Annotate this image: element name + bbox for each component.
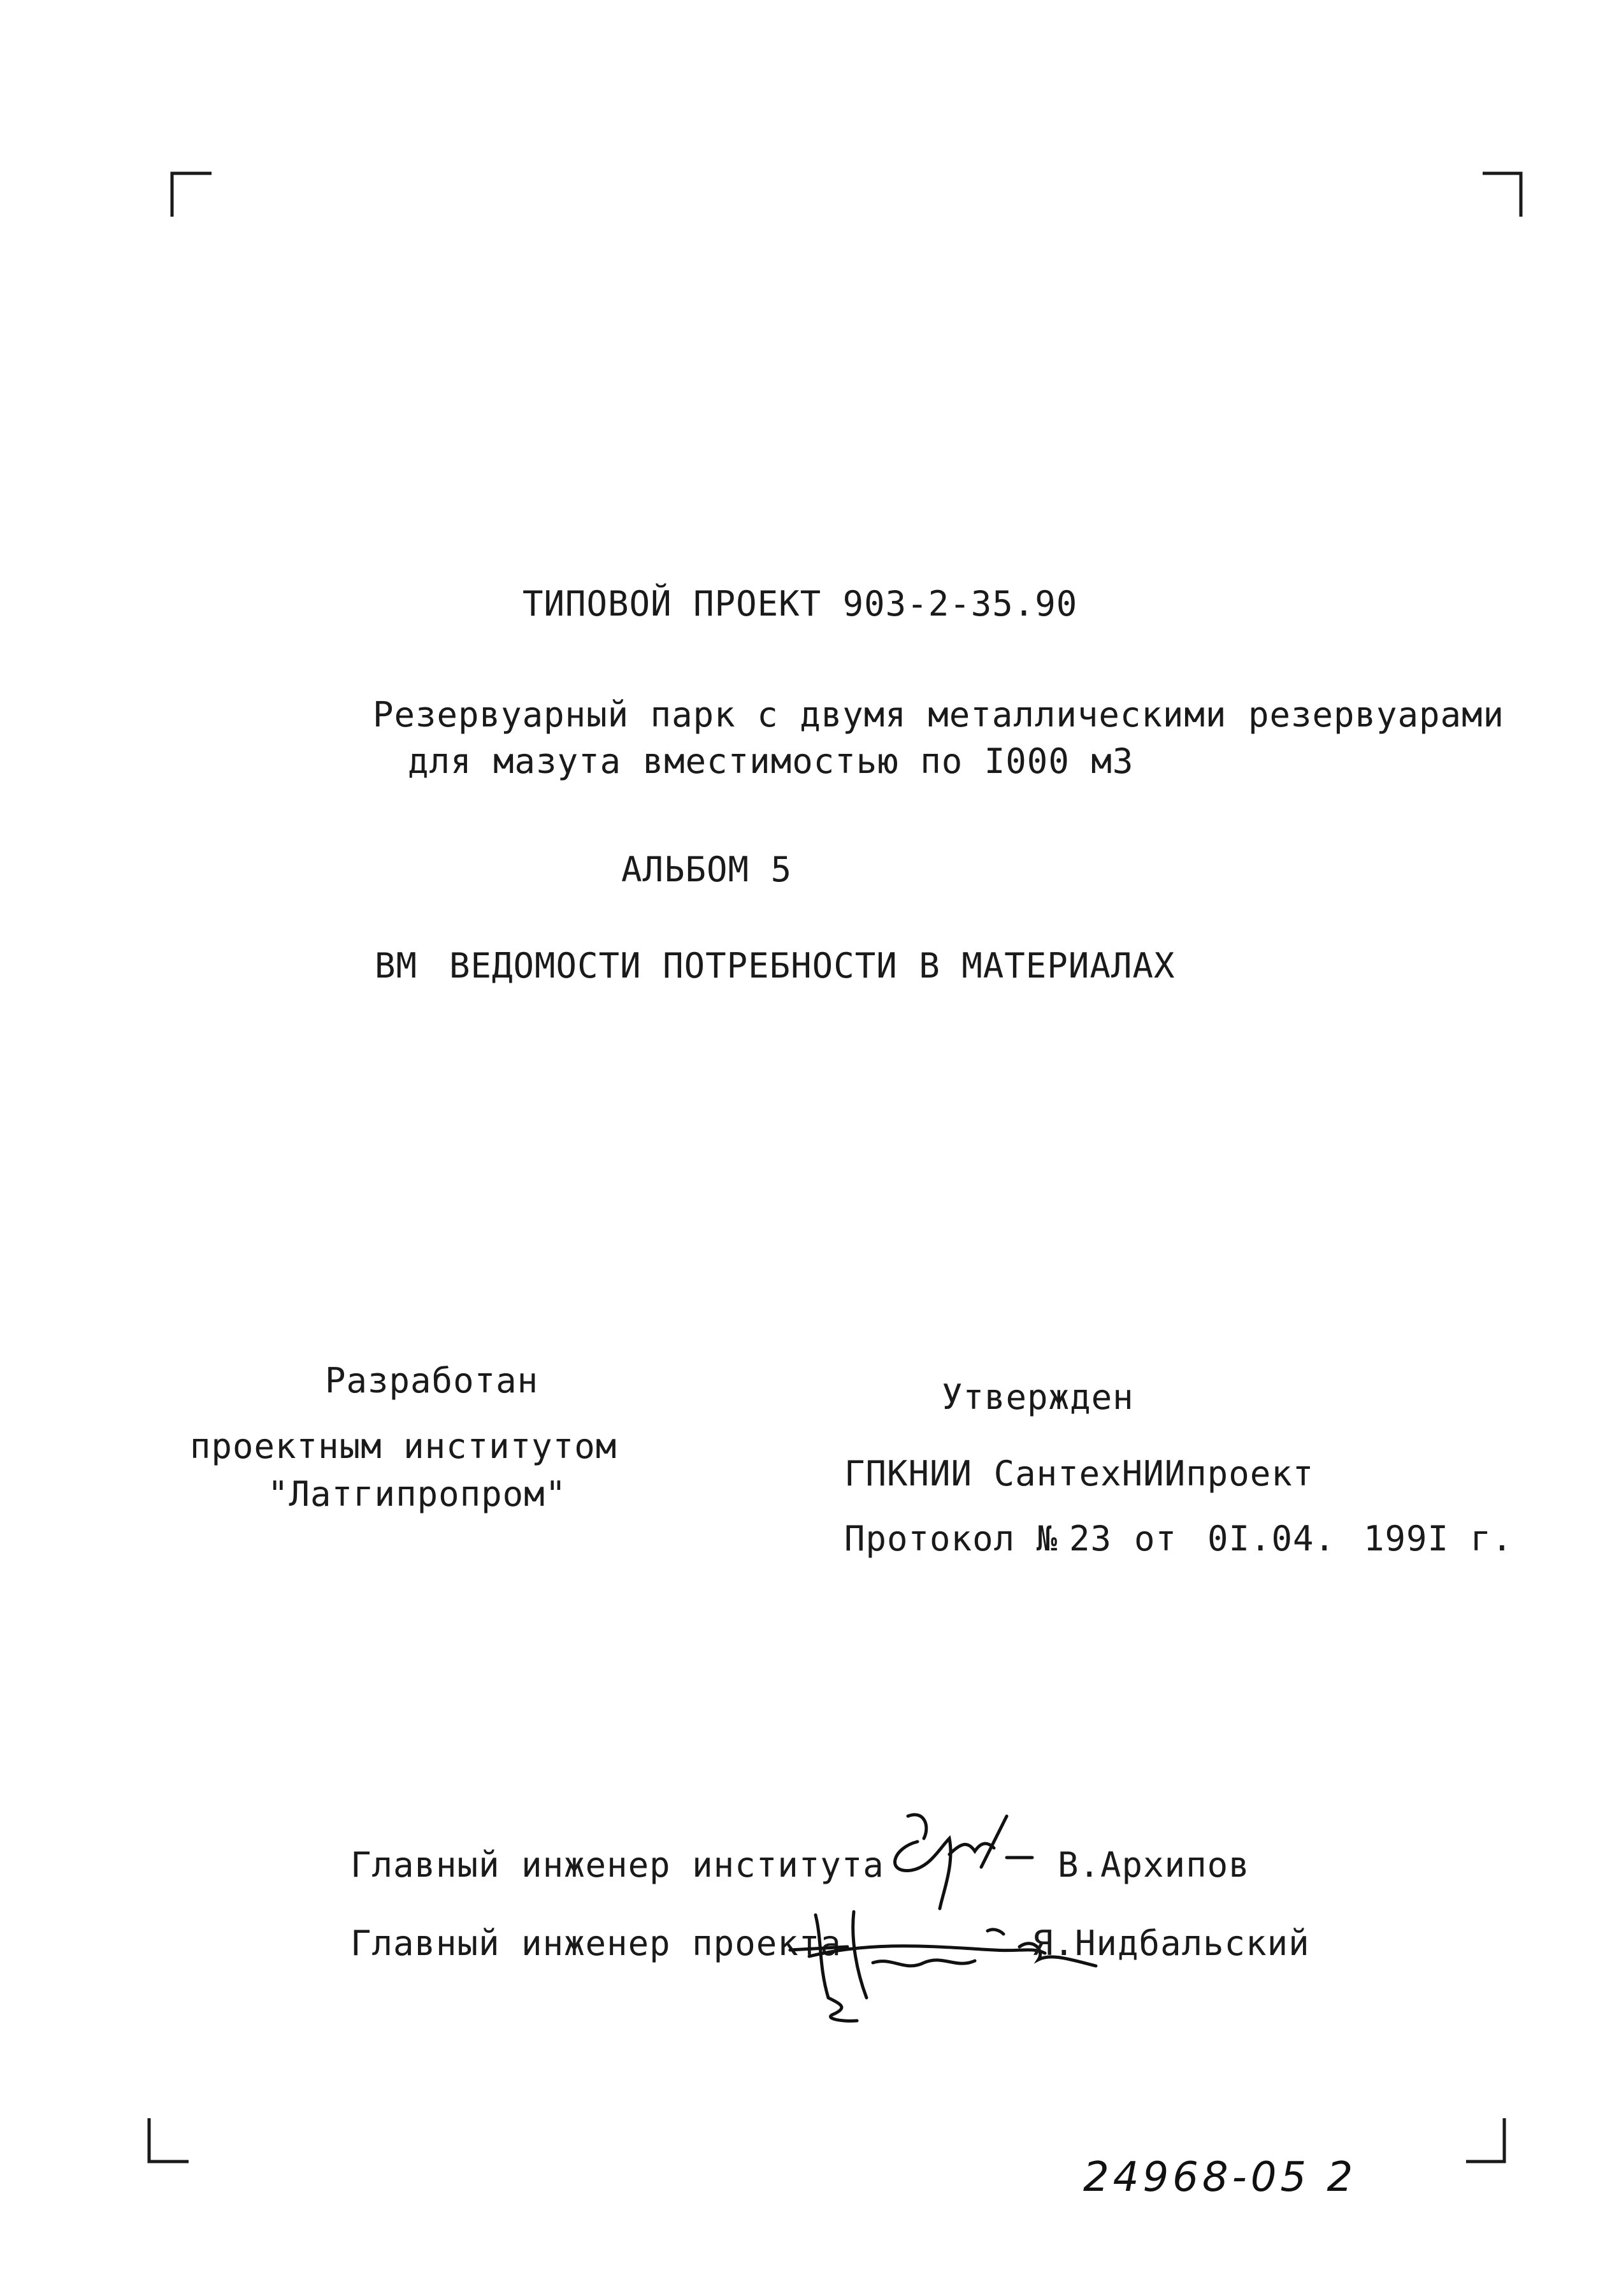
- corner-mark-bottom-right: [1464, 2117, 1508, 2164]
- description-line-2: для мазута вместимостью по I000 м3: [408, 741, 1134, 781]
- signature-name-1: В.Архипов: [1058, 1845, 1250, 1885]
- project-title: ТИПОВОЙ ПРОЕКТ 903-2-35.90: [522, 584, 1078, 624]
- signature-name-2: Я.Нидбальский: [1032, 1923, 1310, 1963]
- handwritten-signature-1: [879, 1803, 1045, 1914]
- protocol-number: 23: [1069, 1519, 1112, 1559]
- protocol-year: 199I г.: [1364, 1519, 1513, 1559]
- handwritten-signature-2: [777, 1902, 1109, 2026]
- corner-mark-top-right: [1480, 171, 1525, 218]
- signature-role-2: Главный инженер проекта: [350, 1923, 842, 1963]
- developed-heading: Разработан: [325, 1361, 539, 1401]
- protocol-from: от: [1134, 1519, 1177, 1559]
- protocol-date: 0I.04.: [1207, 1519, 1336, 1559]
- inventory-number: 24968-05 2: [1083, 2154, 1357, 2201]
- album-label: АЛЬБОМ 5: [621, 849, 793, 890]
- section-code: ВМ: [375, 946, 418, 986]
- corner-mark-top-left: [169, 171, 214, 218]
- developed-line-1: проектным институтом: [190, 1426, 617, 1466]
- protocol-label: Протокол №: [844, 1519, 1058, 1559]
- section-title: ВЕДОМОСТИ ПОТРЕБНОСТИ В МАТЕРИАЛАХ: [449, 946, 1176, 986]
- developed-line-2: "Латгипропром": [268, 1474, 567, 1514]
- approved-heading: Утвержден: [942, 1377, 1134, 1417]
- approved-org: ГПКНИИ СантехНИИпроект: [844, 1454, 1314, 1494]
- description-line-1: Резервуарный парк с двумя металлическими резервуарами: [373, 695, 1505, 735]
- corner-mark-bottom-left: [147, 2117, 191, 2164]
- signature-role-1: Главный инженер института: [350, 1845, 884, 1885]
